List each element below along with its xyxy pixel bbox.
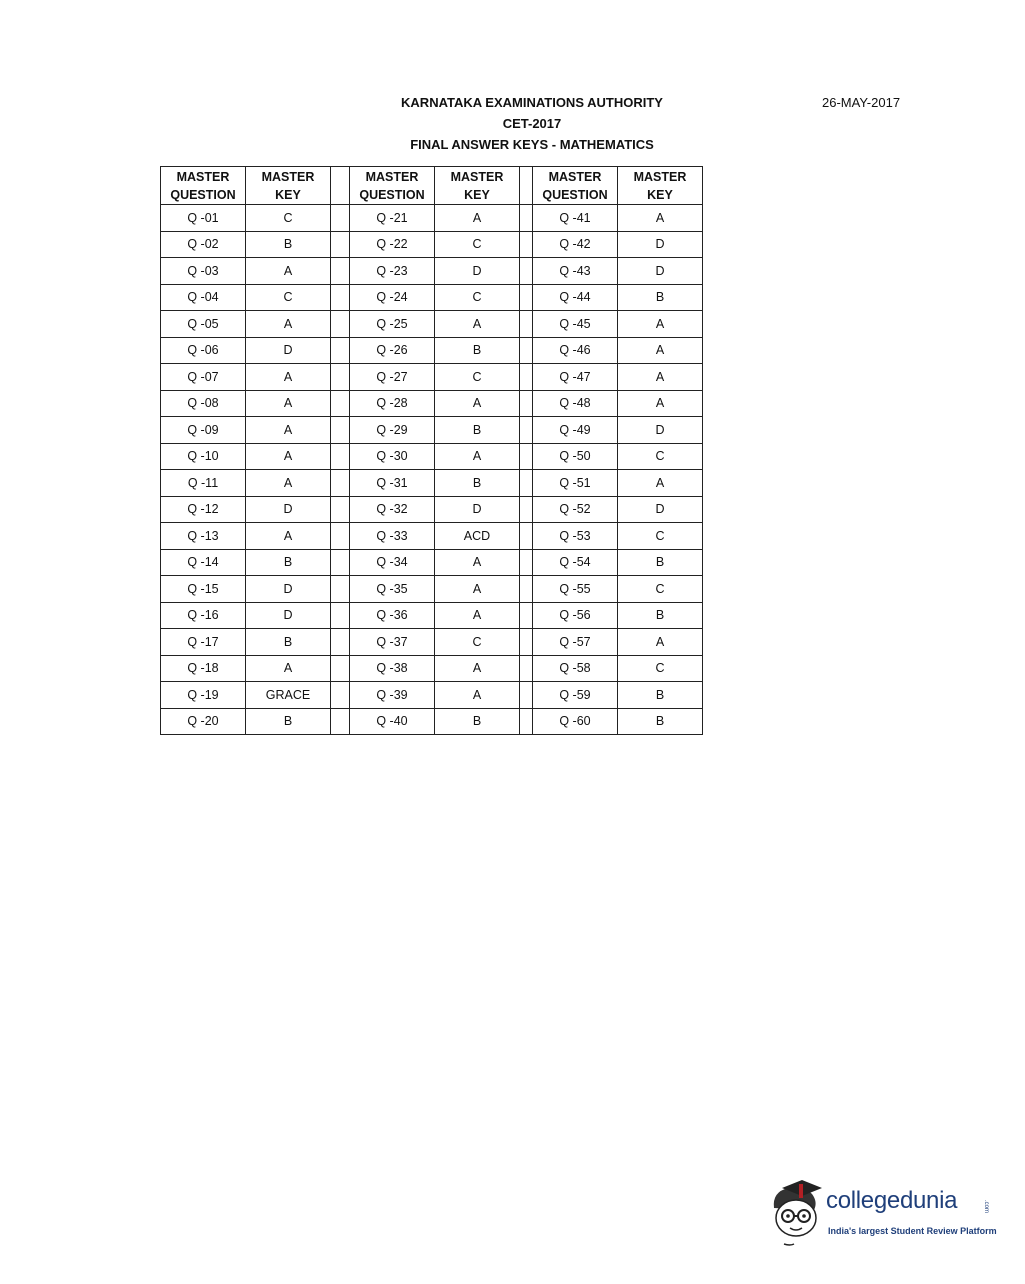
table-row: [161, 682, 703, 709]
key-cell: A: [618, 337, 703, 364]
table-row: [161, 708, 703, 735]
key-cell: B: [435, 470, 520, 497]
question-cell: Q -50: [533, 443, 618, 470]
key-cell: B: [618, 682, 703, 709]
question-cell: Q -38: [350, 655, 435, 682]
table-row: [161, 496, 703, 523]
column-gap: [520, 311, 533, 338]
key-cell: A: [246, 364, 331, 391]
column-gap: [331, 258, 350, 285]
column-gap: [520, 602, 533, 629]
question-cell: Q -22: [350, 231, 435, 258]
question-cell: Q -20: [161, 708, 246, 735]
key-cell: GRACE: [246, 682, 331, 709]
key-cell: A: [246, 655, 331, 682]
column-gap: [331, 364, 350, 391]
question-cell: Q -53: [533, 523, 618, 550]
table-row: [161, 258, 703, 285]
key-cell: B: [246, 231, 331, 258]
table-row: [161, 549, 703, 576]
key-cell: A: [246, 311, 331, 338]
key-cell: B: [246, 629, 331, 656]
question-cell: Q -41: [533, 205, 618, 232]
key-cell: D: [618, 231, 703, 258]
question-cell: Q -60: [533, 708, 618, 735]
column-gap: [520, 470, 533, 497]
key-cell: A: [618, 470, 703, 497]
key-cell: A: [618, 390, 703, 417]
question-cell: Q -36: [350, 602, 435, 629]
question-cell: Q -47: [533, 364, 618, 391]
question-cell: Q -24: [350, 284, 435, 311]
answer-key-table: [160, 166, 703, 735]
key-cell: A: [246, 523, 331, 550]
document-date: 26-MAY-2017: [822, 95, 901, 110]
key-cell: C: [246, 205, 331, 232]
question-cell: Q -09: [161, 417, 246, 444]
key-cell: B: [618, 708, 703, 735]
question-cell: Q -15: [161, 576, 246, 603]
column-gap: [331, 629, 350, 656]
column-gap: [520, 205, 533, 232]
key-cell: B: [618, 284, 703, 311]
key-cell: C: [618, 576, 703, 603]
key-cell: C: [246, 284, 331, 311]
answer-key-title: FINAL ANSWER KEYS - MATHEMATICS: [410, 137, 654, 152]
question-cell: Q -44: [533, 284, 618, 311]
column-gap: [331, 682, 350, 709]
question-cell: Q -04: [161, 284, 246, 311]
key-cell: D: [246, 496, 331, 523]
column-gap: [331, 390, 350, 417]
key-cell: A: [435, 311, 520, 338]
column-gap: [331, 523, 350, 550]
column-gap: [520, 576, 533, 603]
key-cell: D: [435, 496, 520, 523]
question-cell: Q -52: [533, 496, 618, 523]
column-header-key: MASTER KEY: [618, 167, 703, 205]
question-cell: Q -13: [161, 523, 246, 550]
question-cell: Q -39: [350, 682, 435, 709]
question-cell: Q -31: [350, 470, 435, 497]
column-gap: [520, 390, 533, 417]
key-cell: A: [435, 390, 520, 417]
table-row: [161, 576, 703, 603]
column-gap: [331, 602, 350, 629]
question-cell: Q -33: [350, 523, 435, 550]
column-header-question: MASTER QUESTION: [350, 167, 435, 205]
question-cell: Q -25: [350, 311, 435, 338]
question-cell: Q -19: [161, 682, 246, 709]
key-cell: C: [618, 523, 703, 550]
table-row: [161, 364, 703, 391]
question-cell: Q -10: [161, 443, 246, 470]
question-cell: Q -48: [533, 390, 618, 417]
question-cell: Q -05: [161, 311, 246, 338]
key-cell: B: [618, 549, 703, 576]
key-cell: D: [435, 258, 520, 285]
key-cell: A: [246, 390, 331, 417]
question-cell: Q -34: [350, 549, 435, 576]
column-gap: [520, 629, 533, 656]
table-row: [161, 523, 703, 550]
column-gap: [331, 417, 350, 444]
table-row: [161, 629, 703, 656]
question-cell: Q -29: [350, 417, 435, 444]
question-cell: Q -28: [350, 390, 435, 417]
table-row: [161, 443, 703, 470]
brand-domain: .com: [983, 1200, 989, 1214]
key-cell: B: [435, 708, 520, 735]
key-cell: A: [246, 258, 331, 285]
column-gap: [520, 549, 533, 576]
table-row: [161, 470, 703, 497]
question-cell: Q -02: [161, 231, 246, 258]
question-cell: Q -26: [350, 337, 435, 364]
key-cell: D: [246, 337, 331, 364]
column-gap: [520, 364, 533, 391]
column-gap: [331, 167, 350, 205]
table-row: [161, 337, 703, 364]
table-row: [161, 655, 703, 682]
question-cell: Q -57: [533, 629, 618, 656]
column-gap: [331, 205, 350, 232]
column-header-key: MASTER KEY: [246, 167, 331, 205]
key-cell: C: [435, 231, 520, 258]
key-cell: A: [435, 205, 520, 232]
question-cell: Q -30: [350, 443, 435, 470]
column-gap: [331, 496, 350, 523]
question-cell: Q -58: [533, 655, 618, 682]
column-gap: [520, 523, 533, 550]
question-cell: Q -37: [350, 629, 435, 656]
table-row: [161, 284, 703, 311]
key-cell: C: [618, 655, 703, 682]
key-cell: C: [618, 443, 703, 470]
column-gap: [331, 470, 350, 497]
column-gap: [520, 231, 533, 258]
key-cell: A: [246, 470, 331, 497]
key-cell: C: [435, 284, 520, 311]
key-cell: B: [246, 708, 331, 735]
column-gap: [520, 655, 533, 682]
key-cell: D: [618, 496, 703, 523]
key-cell: A: [618, 364, 703, 391]
question-cell: Q -54: [533, 549, 618, 576]
table-row: [161, 602, 703, 629]
key-cell: A: [246, 417, 331, 444]
question-cell: Q -07: [161, 364, 246, 391]
key-cell: A: [246, 443, 331, 470]
key-cell: D: [618, 258, 703, 285]
column-gap: [520, 443, 533, 470]
column-gap: [520, 708, 533, 735]
question-cell: Q -32: [350, 496, 435, 523]
key-cell: ACD: [435, 523, 520, 550]
key-cell: D: [618, 417, 703, 444]
column-gap: [520, 417, 533, 444]
question-cell: Q -03: [161, 258, 246, 285]
key-cell: B: [435, 337, 520, 364]
key-cell: A: [435, 576, 520, 603]
question-cell: Q -18: [161, 655, 246, 682]
question-cell: Q -12: [161, 496, 246, 523]
key-cell: A: [435, 655, 520, 682]
question-cell: Q -51: [533, 470, 618, 497]
question-cell: Q -06: [161, 337, 246, 364]
column-gap: [331, 576, 350, 603]
table-row: [161, 231, 703, 258]
column-gap: [520, 167, 533, 205]
student-mascot-icon: [774, 1180, 822, 1245]
key-cell: A: [435, 682, 520, 709]
key-cell: A: [435, 443, 520, 470]
question-cell: Q -11: [161, 470, 246, 497]
table-row: [161, 390, 703, 417]
question-cell: Q -16: [161, 602, 246, 629]
key-cell: B: [246, 549, 331, 576]
column-header-question: MASTER QUESTION: [533, 167, 618, 205]
column-gap: [520, 284, 533, 311]
question-cell: Q -59: [533, 682, 618, 709]
column-gap: [331, 655, 350, 682]
key-cell: B: [435, 417, 520, 444]
brand-name: collegedunia: [826, 1187, 958, 1214]
key-cell: C: [435, 629, 520, 656]
question-cell: Q -27: [350, 364, 435, 391]
question-cell: Q -55: [533, 576, 618, 603]
key-cell: D: [246, 602, 331, 629]
key-cell: A: [435, 602, 520, 629]
key-cell: A: [618, 629, 703, 656]
brand-tagline: India's largest Student Review Platform: [828, 1226, 997, 1236]
column-header-key: MASTER KEY: [435, 167, 520, 205]
question-cell: Q -21: [350, 205, 435, 232]
table-row: [161, 205, 703, 232]
exam-title: CET-2017: [502, 116, 562, 131]
column-gap: [331, 549, 350, 576]
column-header-question: MASTER QUESTION: [161, 167, 246, 205]
question-cell: Q -14: [161, 549, 246, 576]
table-row: [161, 417, 703, 444]
key-cell: C: [435, 364, 520, 391]
column-gap: [520, 682, 533, 709]
column-gap: [331, 311, 350, 338]
question-cell: Q -42: [533, 231, 618, 258]
column-gap: [331, 337, 350, 364]
column-gap: [520, 337, 533, 364]
question-cell: Q -49: [533, 417, 618, 444]
question-cell: Q -08: [161, 390, 246, 417]
column-gap: [331, 284, 350, 311]
question-cell: Q -01: [161, 205, 246, 232]
column-gap: [520, 496, 533, 523]
key-cell: B: [618, 602, 703, 629]
question-cell: Q -56: [533, 602, 618, 629]
question-cell: Q -46: [533, 337, 618, 364]
key-cell: A: [618, 311, 703, 338]
question-cell: Q -17: [161, 629, 246, 656]
question-cell: Q -35: [350, 576, 435, 603]
column-gap: [331, 708, 350, 735]
question-cell: Q -45: [533, 311, 618, 338]
authority-title: KARNATAKA EXAMINATIONS AUTHORITY: [401, 95, 663, 110]
question-cell: Q -40: [350, 708, 435, 735]
question-cell: Q -43: [533, 258, 618, 285]
table-row: [161, 311, 703, 338]
table-header-row: [161, 167, 703, 205]
column-gap: [520, 258, 533, 285]
question-cell: Q -23: [350, 258, 435, 285]
key-cell: D: [246, 576, 331, 603]
column-gap: [331, 231, 350, 258]
key-cell: A: [618, 205, 703, 232]
column-gap: [331, 443, 350, 470]
key-cell: A: [435, 549, 520, 576]
